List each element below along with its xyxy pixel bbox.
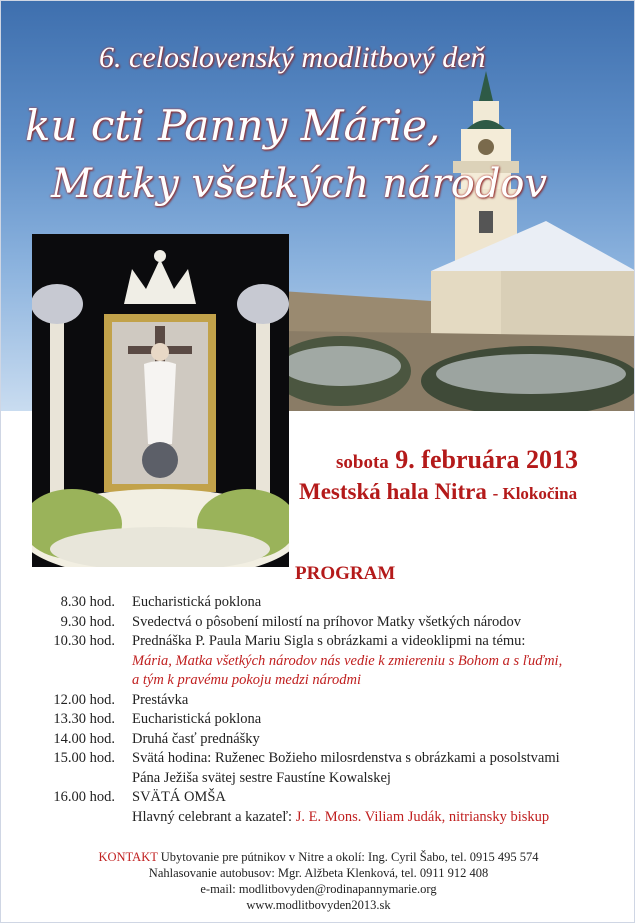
celebrant-name: J. E. Mons. Viliam Judák, nitriansky biskup (295, 808, 550, 825)
program-schedule (31, 593, 621, 827)
title-line-2: ku cti Panny Márie, (25, 101, 441, 150)
schedule-row: Pána Ježiša svätej sestre Faustíne Kowalskej (132, 769, 391, 786)
program-title: PROGRAM (295, 563, 396, 584)
contact-website: www.modlitbovyden2013.sk (246, 898, 391, 912)
event-venue (299, 479, 577, 505)
contact-block (1, 849, 635, 913)
shrine-photo (32, 234, 289, 567)
shrine-image (32, 234, 289, 567)
contact-email: e-mail: modlitbovyden@rodinapannymarie.org (200, 882, 437, 896)
title-line-3: Matky všetkých národov (51, 161, 548, 207)
schedule-row-theme (31, 652, 621, 672)
schedule-row: 9.30 hod. Svedectvá o pôsobení milostí na príhovor Matky všetkých národov (60, 613, 522, 630)
lecture-theme-line-2: a tým k pravému pokoju medzi národmi (132, 672, 362, 688)
lecture-theme-line-1: Mária, Matka všetkých národov nás vedie k zmiereniu s Bohom a s ľuďmi, (132, 652, 563, 669)
contact-buses: Nahlasovanie autobusov: Mgr. Alžbeta Klenková, tel. 0911 912 408 (148, 866, 489, 880)
event-date (336, 445, 578, 475)
contact-accommodation: Ubytovanie pre pútnikov v Nitre a okolí: Ing. Cyril Šabo, tel. 0915 495 574 (160, 850, 539, 864)
contact-label: KONTAKT (98, 850, 158, 864)
celebrant-label: Hlavný celebrant a kazateľ: (132, 808, 293, 825)
schedule-row: 15.00 hod. Svätá hodina: Ruženec Božieho milosrdenstva s obrázkami a posolstvami (53, 750, 560, 766)
schedule-row: 8.30 hod. Eucharistická poklona (60, 594, 262, 610)
schedule-row: 16.00 hod. SVÄTÁ OMŠA (53, 789, 226, 805)
castle-illustration (281, 41, 635, 411)
event-date-value: 9. februára 2013 (395, 445, 578, 474)
event-venue-name: Mestská hala Nitra (299, 479, 487, 504)
schedule-row-celebrant (31, 808, 621, 828)
event-district: - Klokočina (492, 484, 578, 503)
schedule-row-theme (31, 671, 621, 691)
event-day-label: sobota (336, 452, 389, 473)
schedule-row: 10.30 hod. Prednáška P. Paula Mariu Sigla s obrázkami a videoklipmi na tému: (53, 633, 526, 649)
schedule-row: 14.00 hod. Druhá časť prednášky (53, 730, 260, 747)
schedule-row: 13.30 hod. Eucharistická poklona (53, 711, 262, 727)
schedule-row: 12.00 hod. Prestávka (53, 691, 189, 708)
title-line-1: 6. celoslovenský modlitbový deň (99, 41, 486, 74)
